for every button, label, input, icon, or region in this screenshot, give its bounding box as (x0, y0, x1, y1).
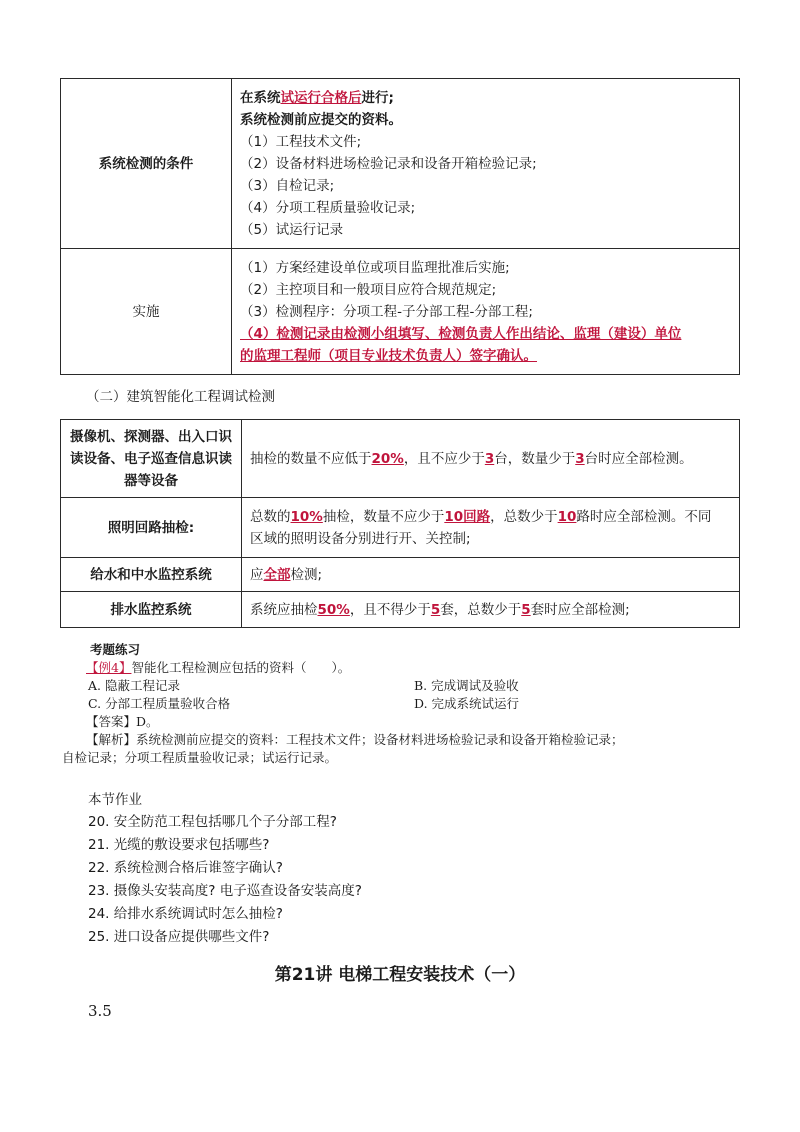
row-label-implementation: 实施 (61, 249, 232, 375)
list-item: （2）设备材料进场检验记录和设备开箱检验记录; (240, 155, 537, 172)
list-item-highlight: （4）检测记录由检测小组填写、检测负责人作出结论、监理（建设）单位 (240, 325, 682, 342)
list-item: （1）工程技术文件; (240, 133, 362, 150)
row-content-drainage: 系统应抽检50%，且不得少于5套，总数少于5套时应全部检测; (242, 592, 740, 628)
section-title: （二）建筑智能化工程调试检测 (86, 389, 275, 405)
option-c: C. 分部工程质量验收合格 (88, 696, 231, 711)
list-item: （4）分项工程质量验收记录; (240, 199, 416, 216)
condition-line-2: 系统检测前应提交的资料。 (240, 111, 402, 128)
system-detection-table (60, 78, 740, 375)
row-label-devices: 摄像机、探测器、出入口识读设备、电子巡查信息识读器等设备 (61, 420, 242, 498)
row-label-drainage: 排水监控系统 (61, 592, 242, 628)
condition-line-1: 在系统试运行合格后进行; (240, 89, 394, 106)
list-item: （2）主控项目和一般项目应符合规范规定; (240, 281, 497, 298)
list-item: （1）方案经建设单位或项目监理批准后实施; (240, 259, 510, 276)
list-item: 20. 安全防范工程包括哪几个子分部工程? (88, 814, 337, 830)
option-a: A. 隐蔽工程记录 (88, 678, 180, 693)
exercise-question: 【例4】智能化工程检测应包括的资料（ ）。 (86, 660, 351, 675)
list-item: 25. 进口设备应提供哪些文件? (88, 929, 270, 945)
option-d: D. 完成系统试运行 (414, 696, 520, 711)
list-item-highlight-cont: 的监理工程师（项目专业技术负责人）签字确认。 (240, 347, 537, 364)
exercise-analysis: 【解析】系统检测前应提交的资料：工程技术文件；设备材料进场检验记录和设备开箱检验记录； (86, 732, 624, 747)
row-content-implementation (232, 249, 740, 375)
section-number: 3.5 (88, 1002, 112, 1020)
row-content-water-supply: 应全部检测; (242, 558, 740, 592)
row-content-lighting: 总数的10%抽检，数量不应少于10回路，总数少于10路时应全部检测。不同 区域的照明设备分别进行开、关控制; (242, 498, 740, 558)
list-item: 23. 摄像头安装高度? 电子巡查设备安装高度? (88, 883, 362, 899)
row-label-water-supply: 给水和中水监控系统 (61, 558, 242, 592)
exercise-analysis-cont: 自检记录；分项工程质量验收记录；试运行记录。 (62, 750, 338, 765)
debug-detection-table (60, 419, 740, 628)
list-item: 22. 系统检测合格后谁签字确认? (88, 860, 283, 876)
list-item: （5）试运行记录 (240, 221, 344, 238)
list-item: 21. 光缆的敷设要求包括哪些? (88, 837, 270, 853)
option-b: B. 完成调试及验收 (414, 678, 519, 693)
list-item: 24. 给排水系统调试时怎么抽检? (88, 906, 283, 922)
lecture-title: 第21讲 电梯工程安装技术（一） (274, 965, 526, 985)
row-label-conditions: 系统检测的条件 (61, 79, 232, 249)
row-content-devices: 抽检的数量不应低于20%，且不应少于3台，数量少于3台时应全部检测。 (242, 420, 740, 498)
homework-heading: 本节作业 (88, 792, 142, 808)
row-content-conditions (232, 79, 740, 249)
list-item: （3）检测程序：分项工程-子分部工程-分部工程; (240, 303, 533, 320)
exercise-answer: 【答案】D。 (86, 714, 159, 729)
exercise-heading: 考题练习 (90, 642, 141, 657)
row-label-lighting: 照明回路抽检: (61, 498, 242, 558)
list-item: （3）自检记录; (240, 177, 335, 194)
